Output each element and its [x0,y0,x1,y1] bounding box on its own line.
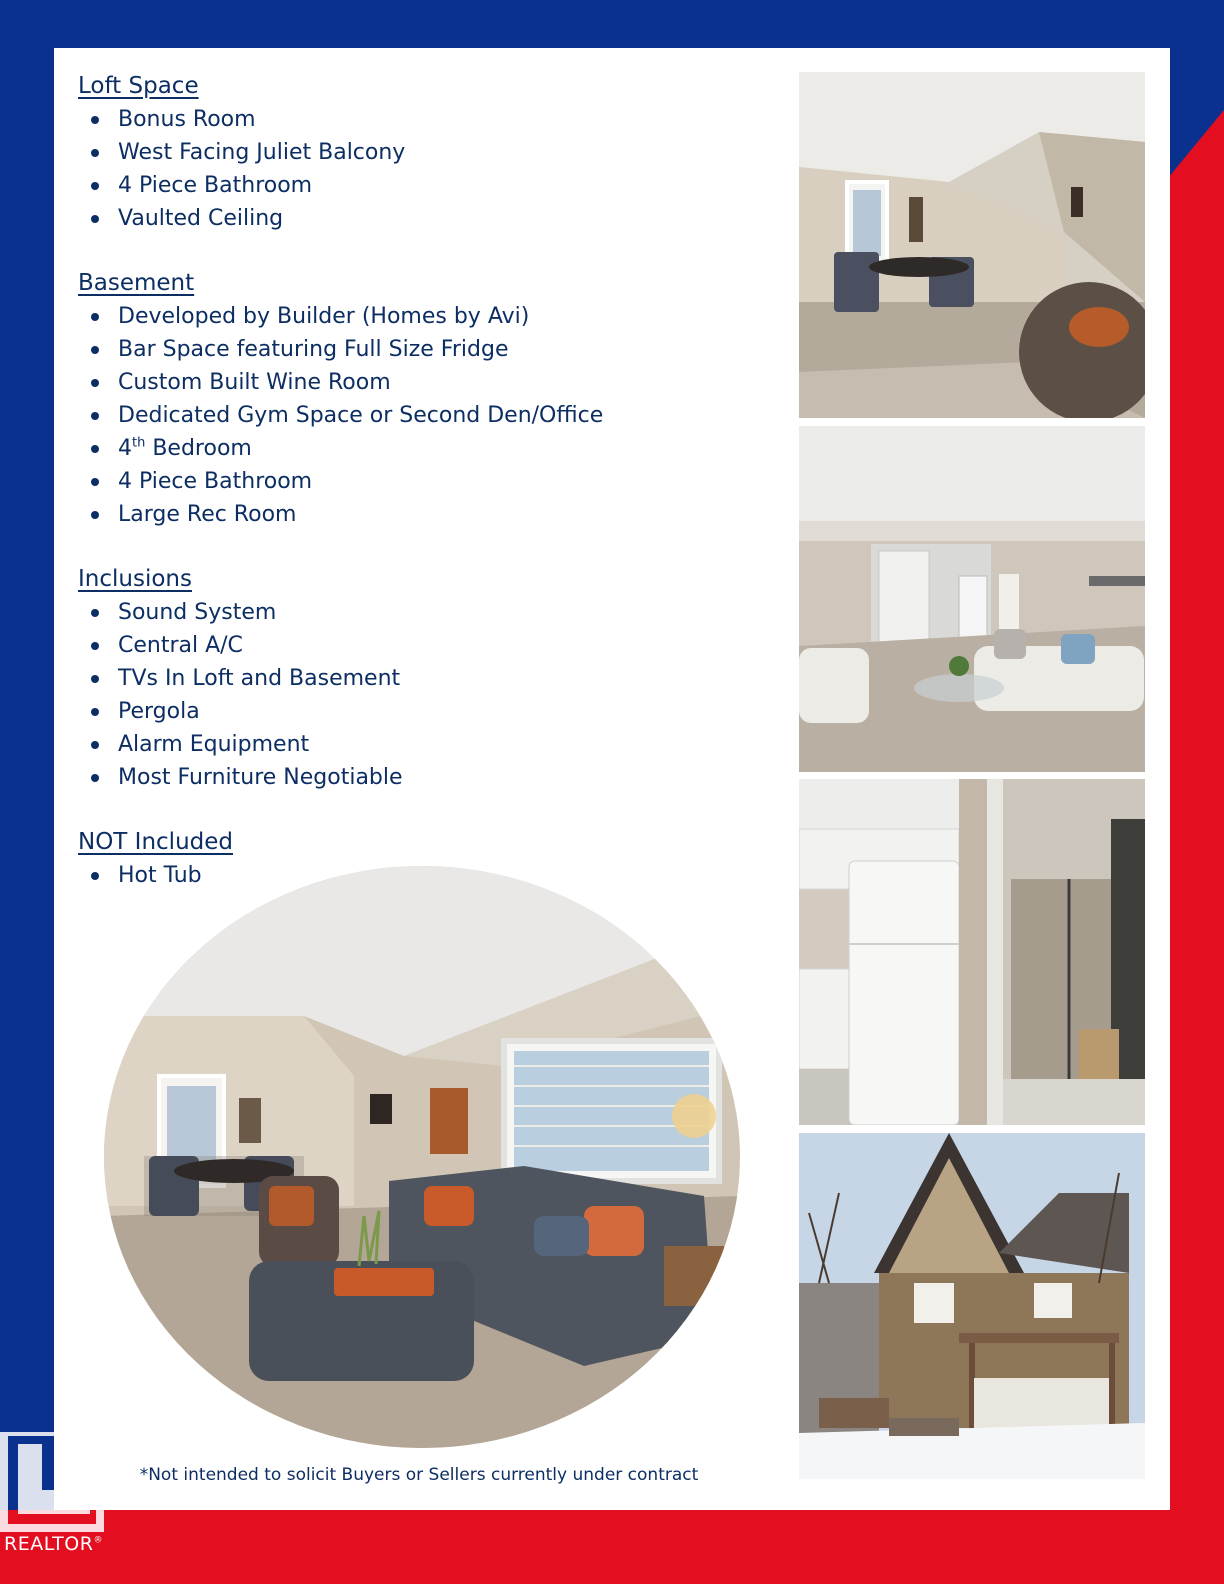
section-heading: Basement [78,270,195,296]
list-item: Pergola [78,695,778,728]
list-item-bedroom [78,432,778,465]
photo-exterior-pergola [799,1133,1145,1479]
list-item: 4 Piece Bathroom [78,465,778,498]
list-item: West Facing Juliet Balcony [78,136,778,169]
realtor-logo-icon [0,1432,110,1582]
photo-loft-dining [799,72,1145,418]
photo-bar-wine-room [799,779,1145,1125]
bedroom-ordinal: th [132,435,146,451]
list-item: Vaulted Ceiling [78,202,778,235]
section-heading: NOT Included [78,829,233,855]
list-item: Dedicated Gym Space or Second Den/Office [78,399,778,432]
list-item: Alarm Equipment [78,728,778,761]
list-item: Developed by Builder (Homes by Avi) [78,300,778,333]
realtor-wordmark [4,1533,103,1555]
bedroom-number: 4 [118,436,132,461]
bedroom-label: Bedroom [145,436,252,461]
photo-basement-rec-room [799,426,1145,772]
list-item: Most Furniture Negotiable [78,761,778,794]
photo-loft-living-circle [104,866,740,1448]
list-item: 4 Piece Bathroom [78,169,778,202]
section-loft-space [78,70,778,235]
disclaimer-text: *Not intended to solicit Buyers or Sellers currently under contract [139,1465,699,1485]
list-item: Custom Built Wine Room [78,366,778,399]
realtor-label: REALTOR [4,1533,94,1555]
list-item: Sound System [78,596,778,629]
content-sheet [54,48,1170,1510]
section-inclusions [78,563,778,794]
list-item: Bonus Room [78,103,778,136]
registered-mark: ® [93,1535,103,1546]
list-item: Large Rec Room [78,498,778,531]
list-item: Central A/C [78,629,778,662]
feature-list-column [78,70,778,924]
list-item: Hot Tub [78,859,778,892]
list-item: Bar Space featuring Full Size Fridge [78,333,778,366]
section-basement [78,267,778,531]
list-item: TVs In Loft and Basement [78,662,778,695]
section-heading: Inclusions [78,566,192,592]
section-heading: Loft Space [78,73,199,99]
red-accent-bottom [0,1510,1224,1584]
